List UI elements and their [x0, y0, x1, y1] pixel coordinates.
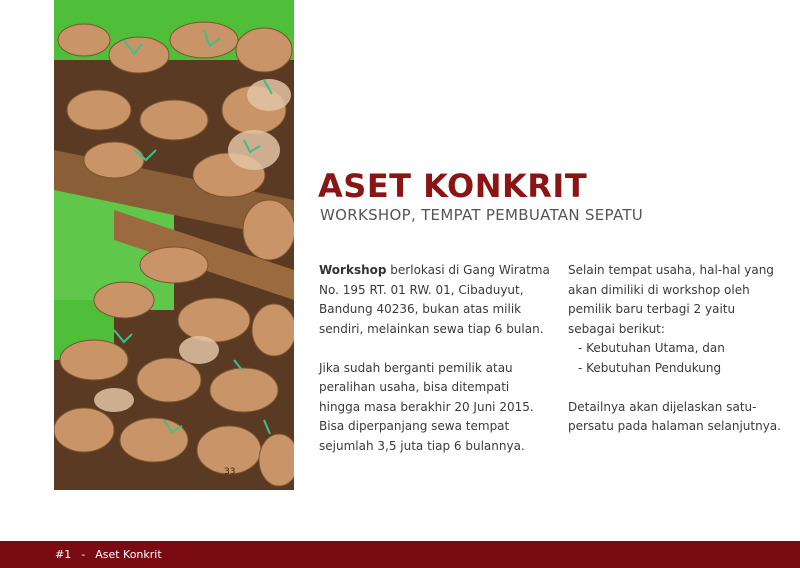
list-item: - Kebutuhan Utama, dan — [578, 341, 725, 355]
footer-separator: - — [81, 548, 86, 561]
assets-intro-paragraph: Selain tempat usaha, hal-hal yang akan dimiliki di workshop oleh pemilik baru terbagi 2 yaitu sebagai berikut: — [568, 263, 774, 336]
needs-list — [568, 339, 783, 378]
left-text-column — [319, 261, 551, 476]
footer-section-title: Aset Konkrit — [95, 548, 162, 561]
page-number: #1 — [55, 548, 72, 561]
lease-paragraph: Jika sudah berganti pemilik atau peralihan usaha, bisa ditempati hingga masa berakhir 20 Juni 2015. Bisa diperpanjang sewa tempat sejumlah 3,5 juta tiap 6 bulannya. — [319, 360, 534, 453]
page-subtitle: WORKSHOP, TEMPAT PEMBUATAN SEPATU — [320, 206, 644, 224]
page-heading — [318, 168, 778, 224]
last-size-label: 33 — [224, 467, 236, 477]
page-title: ASET KONKRIT — [318, 167, 588, 205]
workshop-term: Workshop — [319, 263, 387, 277]
workshop-paragraph — [319, 261, 551, 339]
footer-bar — [0, 541, 800, 568]
shoe-lasts-photo — [54, 0, 294, 490]
right-text-column — [568, 261, 783, 456]
details-paragraph: Detailnya akan dijelaskan satu-persatu pada halaman selanjutnya. — [568, 399, 781, 433]
workshop-description: berlokasi di Gang Wiratma No. 195 RT. 01 RW. 01, Cibaduyut, Bandung 40236, bukan atas milik sendiri, melainkan sewa tiap 6 bulan. — [319, 263, 550, 336]
list-item: - Kebutuhan Pendukung — [578, 360, 722, 375]
